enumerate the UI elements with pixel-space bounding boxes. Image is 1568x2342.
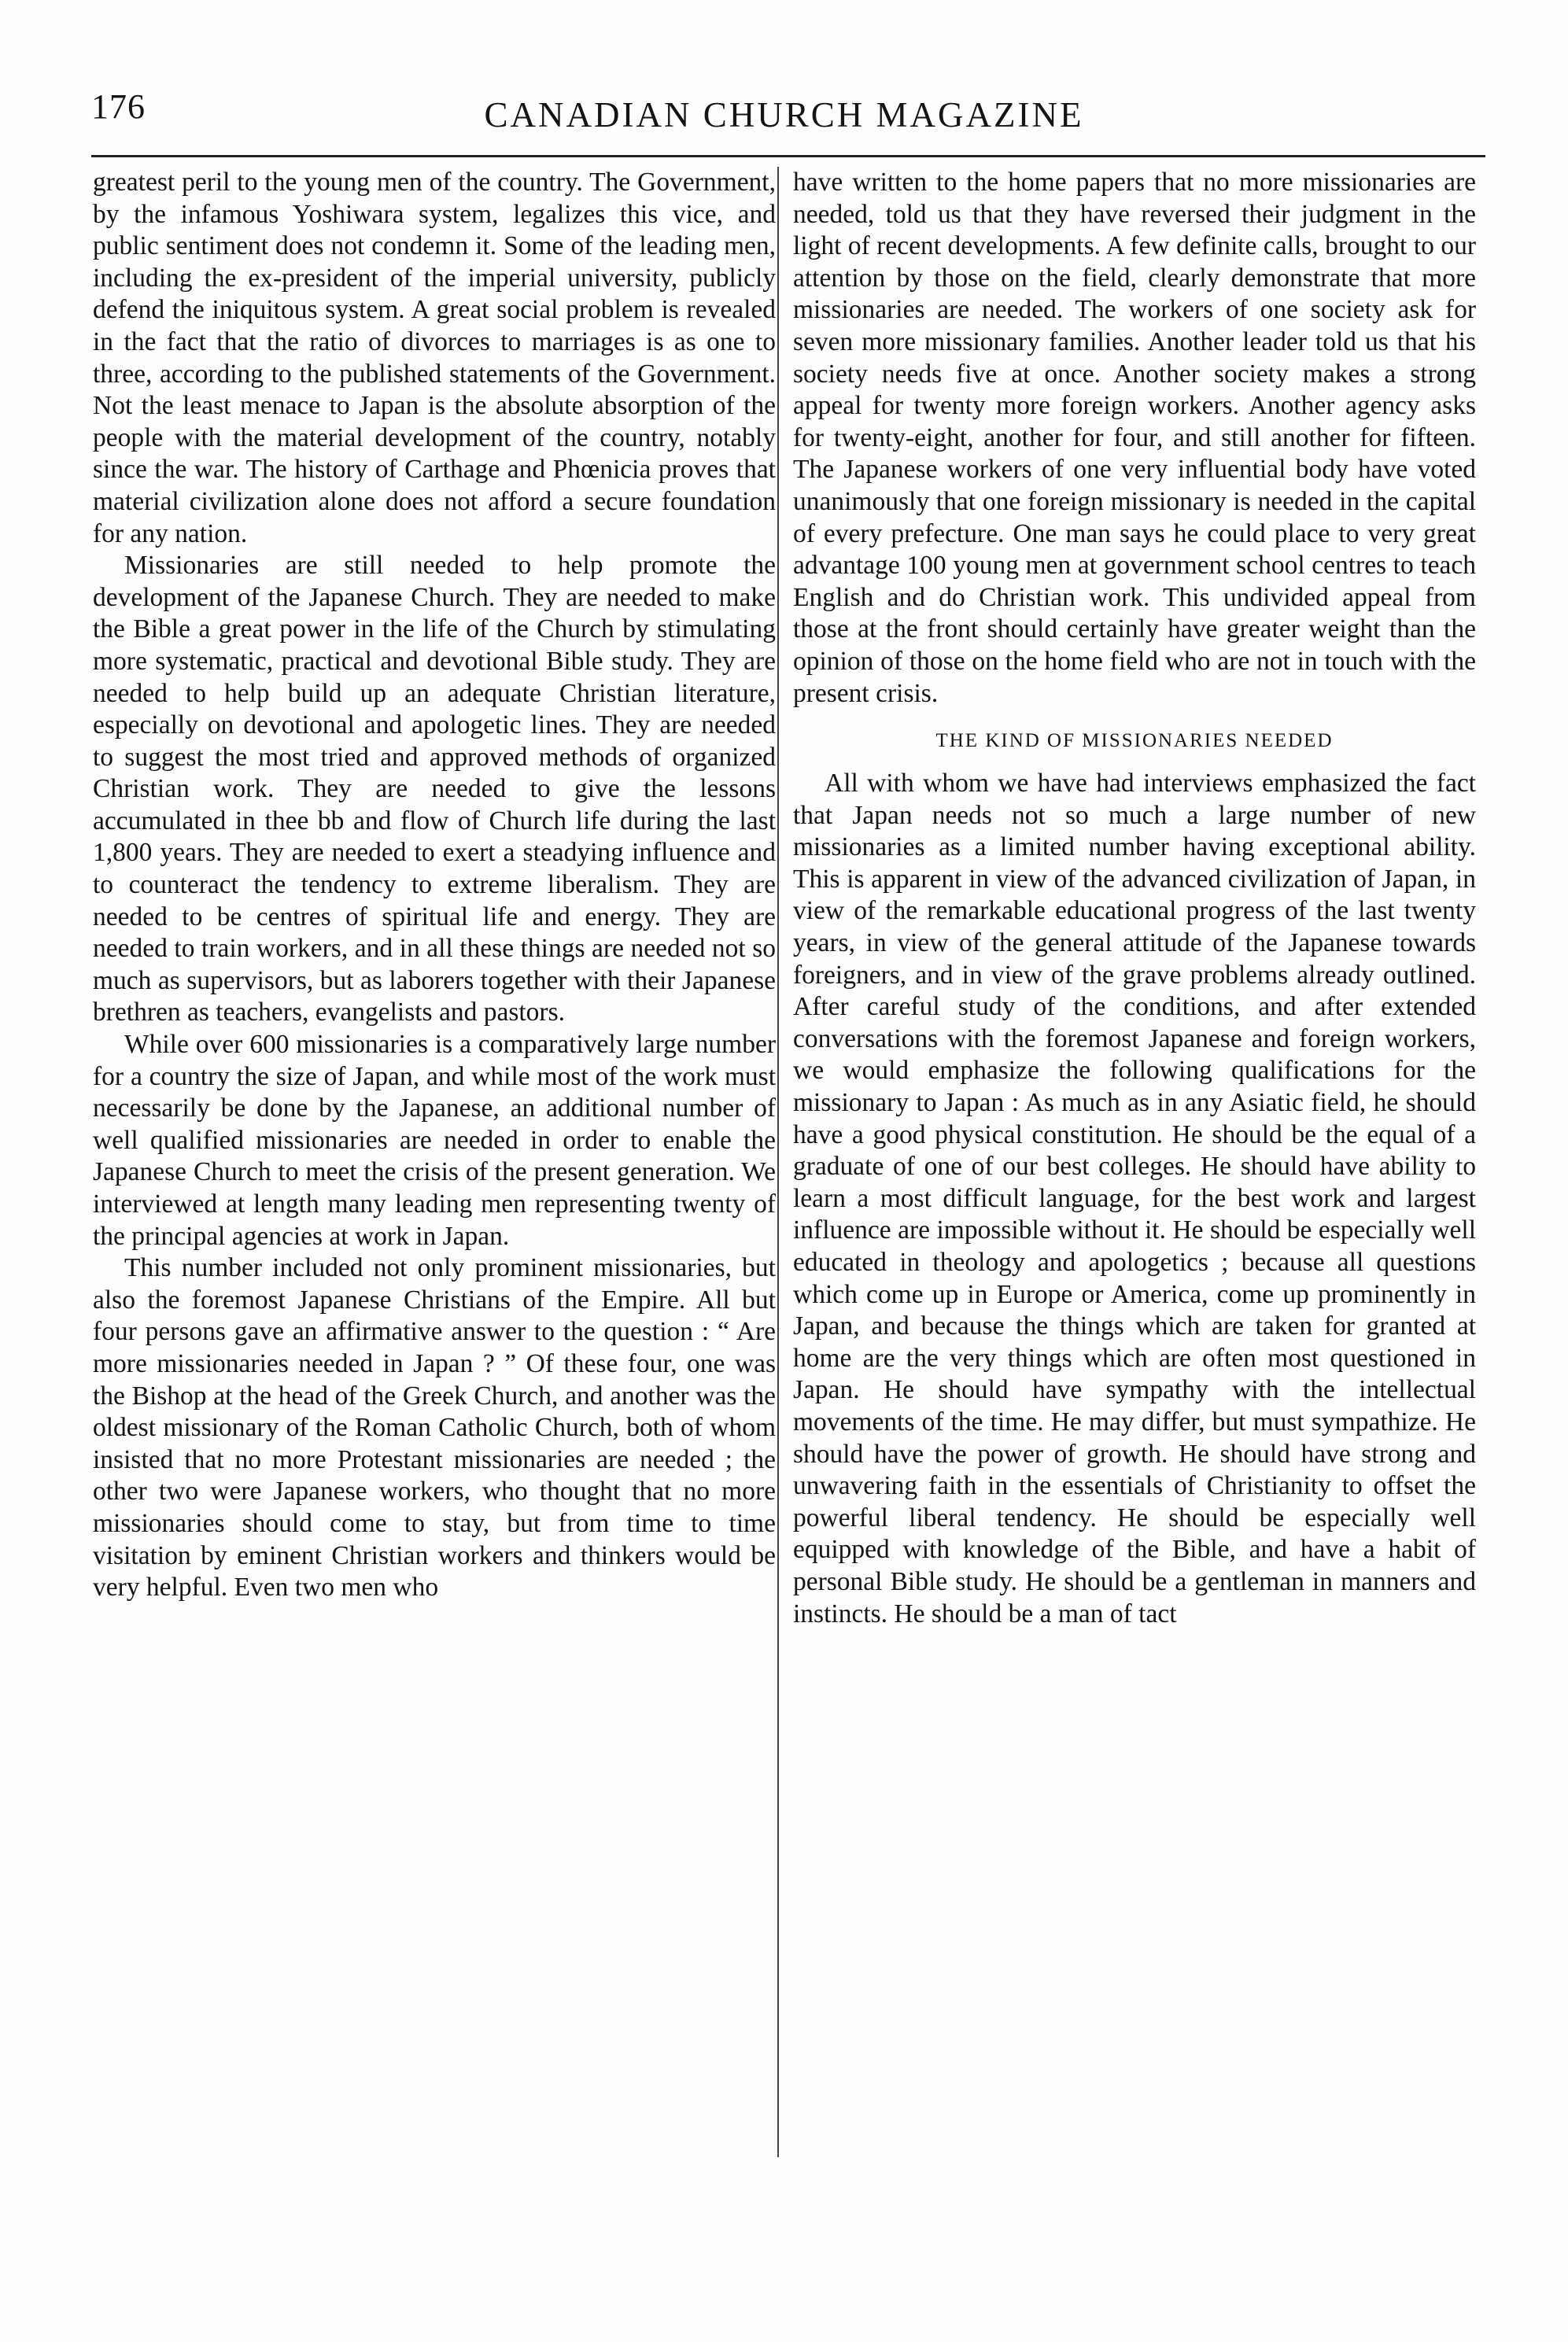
paragraph: greatest peril to the young men of the country. The Government, by the infamous Yoshiwara system, legalizes this vice, and public sentiment does not condemn it. Some of the leading men, including the ex-president of the imperial university, publicly defend the iniquitous system. A great social problem is revealed in the fact that the ratio of divorces to marriages is as one to three, according to the published statements of the Government. Not the least menace to Japan is the absolute absorption of the people with the material development of the country, notably since the war. The history of Carthage and Phœnicia proves that material civilization alone does not afford a secure foundation for any nation. <box>93 168 776 548</box>
paragraph: While over 600 missionaries is a comparatively large number for a country the size of Japan, and while most of the work must necessarily be done by the Japanese, an additional number of well qualified missionaries are needed in order to enable the Japanese Church to meet the crisis of the present generation. We interviewed at length many leading men representing twenty of the principal agencies at work in Japan. <box>93 1030 776 1251</box>
running-title: CANADIAN CHURCH MAGAZINE <box>484 95 1084 135</box>
paragraph: This number included not only prominent missionaries, but also the foremost Japanese Christians of the Empire. All but four persons gave an affirmative answer to the question : “ Are more missionaries needed in Japan ? ” Of these four, one was the Bishop at the head of the Greek Church, and another was the oldest missionary of the Roman Catholic Church, both of whom insisted that no more Protestant missionaries are needed ; the other two were Japanese workers, who thought that no more missionaries should come to stay, but from time to time visitation by eminent Christian workers and thinkers would be very helpful. Even two men who <box>93 1253 776 1603</box>
column-divider <box>777 167 779 2157</box>
page-number: 176 <box>91 87 146 126</box>
paragraph: All with whom we have had interviews emphasized the fact that Japan needs not so much a large number of new missionaries as a limited number having exceptional ability. This is apparent in view of the advanced civilization of Japan, in view of the remarkable educational progress of the last twenty years, in view of the general attitude of the Japanese towards foreigners, and in view of the grave problems already outlined. After careful study of the conditions, and after extended conversations with the foremost Japanese and foreign workers, we would emphasize the following qualifications for the missionary to Japan : As much as in any Asiatic field, he should have a good physical constitution. He should be the equal of a graduate of one of our best colleges. He should have ability to learn a most difficult language, for the best work and largest influence are impossible without it. He should be especially well educated in theology and apologetics ; because all questions which come up in Europe or America, come up prominently in Japan, and because the things which are taken for granted at home are the very things which are often most questioned in Japan. He should have sympathy with the intellectual movements of the time. He may differ, but must sympathize. He should have the power of growth. He should have strong and unwavering faith in the essentials of Christianity to offset the powerful liberal tendency. He should be especially well equipped with knowledge of the Bible, and have a habit of personal Bible study. He should be a gentleman in manners and instincts. He should be a man of tact <box>793 769 1476 1628</box>
section-heading: THE KIND OF MISSIONARIES NEEDED <box>935 730 1334 752</box>
left-column <box>93 167 776 1604</box>
paragraph: Missionaries are still needed to help promote the development of the Japanese Church. They are needed to make the Bible a great power in the life of the Church by stimulating more systematic, practical and devotional Bible study. They are needed to help build up an adequate Christian literature, especially on devotional and apologetic lines. They are needed to suggest the most tried and approved methods of organized Christian work. They are needed to give the lessons accumulated in thee bb and flow of Church life during the last 1,800 years. They are needed to exert a steadying influence and to counteract the tendency to extreme liberalism. They are needed to be centres of spiritual life and energy. They are needed to train workers, and in all these things are needed not so much as supervisors, but as laborers together with their Japanese brethren as teachers, evangelists and pastors. <box>93 551 776 1027</box>
header-rule <box>91 155 1485 157</box>
paragraph: have written to the home papers that no more missionaries are needed, told us that they have reversed their judgment in the light of recent developments. A few definite calls, brought to our attention by those on the field, clearly demonstrate that more missionaries are needed. The workers of one society ask for seven more missionary families. Another leader told us that his society needs five at once. Another society makes a strong appeal for twenty more foreign workers. Another agency asks for twenty-eight, another for four, and still another for fifteen. The Japanese workers of one very influential body have voted unanimously that one foreign missionary is needed in the capital of every prefecture. One man says he could place to very great advantage 100 young men at government school centres to teach English and do Christian work. This undivided appeal from those at the front should certainly have greater weight than the opinion of those on the home field who are not in touch with the present crisis. <box>793 168 1476 708</box>
right-column <box>793 167 1476 1630</box>
